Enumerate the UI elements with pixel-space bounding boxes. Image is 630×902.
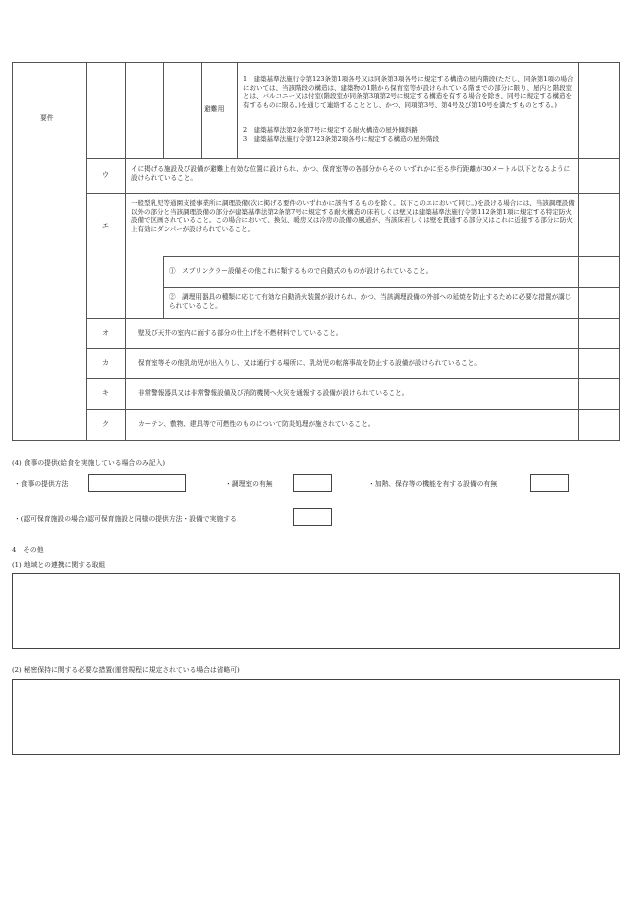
row-text: 保育室等その他乳幼児が出入りし、又は通行する場所に、乳幼児の転落事故を防止する設備が設けられていること。 (138, 359, 481, 367)
e-sub-2: ② 調理用器具の種類に応じて有効な自動消火装置が設けられ、かつ、当該調理設備の外部への延焼を防止するために必要な措置が講じられていること。 (169, 293, 572, 311)
secrecy-label: (2) 秘密保持に関する必要な措置(運営規程に規定されている場合は省略可) (12, 666, 240, 674)
nintei-label: ・(認可保育施設の場合)認可保育施設と同様の提供方法・設備で実施する (14, 515, 237, 523)
col-line (163, 256, 164, 318)
col-line (163, 62, 164, 158)
row-key: オ (102, 329, 109, 337)
other-heading: 4 その他 (12, 546, 44, 554)
row-text: イに掲げる施設及び設備が避難上有効な位置に設けられ、かつ、保育室等の各部分からその いずれかに至る歩行距離が30メートル以下となるように設けられていること。 (131, 165, 571, 183)
hinan-label: 避難用 (204, 105, 225, 113)
col-line (86, 62, 87, 441)
kitchen-input[interactable] (293, 474, 332, 492)
row-text: 非常警報器具又は非常警報設備及び消防機関へ火災を通報する設備が設けられていること。 (138, 389, 409, 397)
nintei-input[interactable] (293, 508, 332, 526)
row-line (163, 256, 620, 257)
row-line (86, 378, 620, 379)
row-text: 一般型乳児等通園支援事業所に調理設備(次に掲げる要件のいずれかに該当するものを除く。以下このエにおいて同じ。)を設ける場合には、当該調理設備以外の部分と当該調理設備の部分が建築基準法第2条第7号に規定する耐火構造の床若しくは壁又は建築基準法施行令第112条第1項に規定する特定防火設備で区画されていること。この場合において、換気、暖房又は冷房の設備の風道が、当該床若しくは壁を貫通する部分又はこれに近接する部分に防火上有効にダンパーが設けられていること。 (131, 199, 575, 234)
hinan-item-3: 3 建築基準法施行令第123条第2項各号に規定する構造の屋外階段 (243, 135, 440, 143)
youken-label: 要件 (40, 114, 54, 122)
kitchen-label: ・調理室の有無 (225, 480, 273, 488)
row-key: ク (102, 420, 109, 428)
row-line (86, 318, 620, 319)
community-textarea[interactable] (12, 573, 620, 649)
col-line (201, 62, 202, 158)
row-line (163, 287, 620, 288)
meal-method-input[interactable] (88, 474, 186, 492)
community-label: (1) 地域との連携に関する取組 (12, 561, 106, 569)
heating-input[interactable] (530, 474, 569, 492)
row-text: カーテン、敷物、建具等で可燃性のものについて防炎処理が施されていること。 (138, 420, 375, 428)
row-line (86, 193, 620, 194)
row-line (86, 158, 620, 159)
row-line (86, 409, 620, 410)
row-line (86, 348, 620, 349)
e-sub-1: ① スプリンクラー設備その他これに類するもので自動式のものが設けられていること。 (169, 267, 433, 275)
col-line (125, 62, 126, 158)
meal-heading: (4) 食事の提供(給食を実施している場合のみ記入) (12, 459, 166, 467)
col-line (125, 158, 126, 441)
row-key: キ (102, 389, 109, 397)
secrecy-textarea[interactable] (12, 679, 620, 755)
row-key: カ (102, 359, 109, 367)
row-key: エ (102, 222, 109, 230)
hinan-item-1: 1 建築基準法施行令第123条第1項各号又は同条第3項各号に規定する構造の屋内階段(ただし、同条第1項の場合においては、当該階段の構造は、建築物の1階から保育室等が設けられている階までの部分に限り、屋内と階段室とは、バルコニー又は付室(階段室が同条第3項第2号に規定する構造を有する場合を除き、同号に規定する構造を有するものに限る。)を通じて連絡することとし、かつ、同項第3号、第4号及び第10号を満たすものとする。) (243, 75, 574, 109)
row-key: ウ (102, 171, 109, 179)
heating-label: ・加熱、保存等の機能を有する設備の有無 (368, 480, 498, 488)
hinan-item-2: 2 建築基準法第2条第7号に規定する耐火構造の屋外傾斜路 (243, 126, 418, 134)
col-line (237, 62, 238, 158)
col-line (578, 62, 579, 441)
requirements-table (12, 62, 620, 441)
meal-method-label: ・食事の提供方法 (14, 480, 69, 488)
row-text: 壁及び天井の室内に面する部分の仕上げを不燃材料でしていること。 (138, 329, 343, 337)
